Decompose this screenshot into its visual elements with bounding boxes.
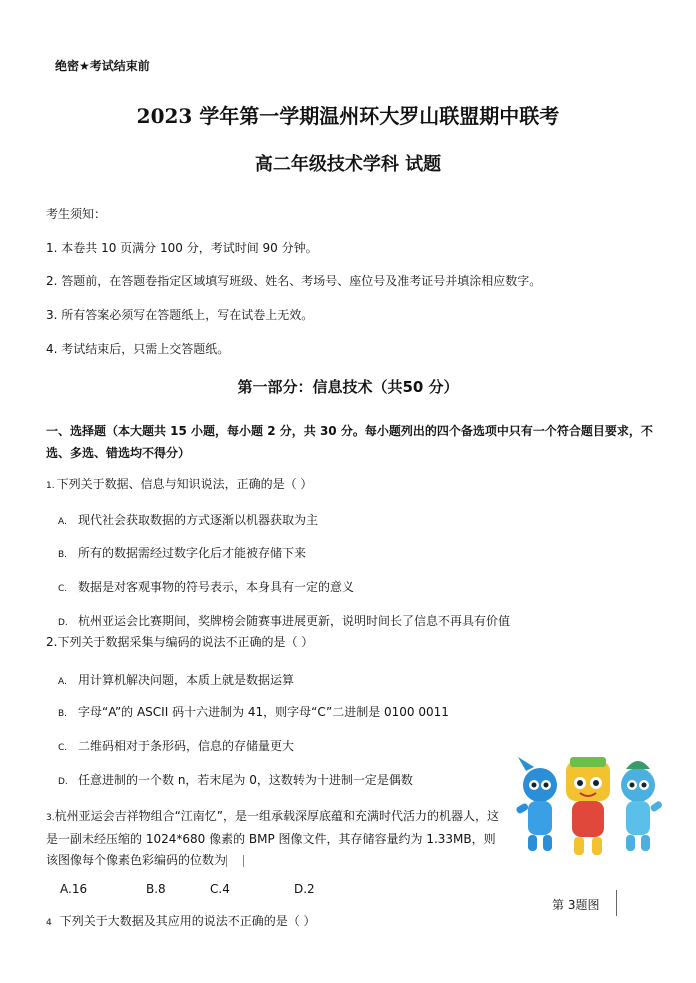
notice-item: 4. 考试结束后，只需上交答题纸。 (46, 342, 230, 356)
option-3a: A.16 (60, 882, 88, 896)
option-text: 二维码相对于条形码，信息的存储量更大 (78, 739, 295, 753)
option-letter: B. (58, 709, 68, 719)
option-text: 字母“A”的 ASCII 码十六进制为 41，则字母“C”二进制是 0100 0011 (78, 705, 449, 719)
option-1a (58, 511, 318, 528)
mascot-figure (508, 755, 668, 870)
question-3 (46, 806, 501, 871)
option-letter: B. (58, 550, 68, 560)
question-stem: 下列关于大数据及其应用的说法不正确的是（ ） (59, 914, 316, 928)
confidential-label: 绝密★考试结束前 (55, 59, 150, 73)
question-number: 3. (46, 813, 55, 823)
question-3-options (60, 882, 315, 896)
option-1d (58, 612, 510, 629)
question-number: 4 (46, 918, 52, 928)
option-letter: C. (58, 584, 68, 594)
answer-bracket (226, 855, 244, 867)
option-1c (58, 578, 354, 595)
figure-caption: 第 3题图 (552, 898, 600, 912)
option-3d: D.2 (294, 882, 315, 896)
notice-item: 3. 所有答案必须写在答题纸上，写在试卷上无效。 (46, 308, 314, 322)
notice-item: 1. 本卷共 10 页满分 100 分，考试时间 90 分钟。 (46, 241, 318, 255)
question-1 (46, 475, 312, 492)
question-stem: 下列关于数据、信息与知识说法，正确的是（ ） (56, 477, 313, 491)
option-3c: C.4 (210, 882, 230, 896)
question-stem: 杭州亚运会吉祥物组合“江南忆”，是一组承载深厚底蕴和充满时代活力的机器人，这是一副未经压缩的 1024*680 像素的 BMP 图像文件，其存储容量约为 1.33MB，则该图像每个像素色彩编码的位数为 (46, 809, 500, 867)
mascot-right-robot (621, 761, 663, 851)
question-2 (46, 633, 313, 650)
option-text: 所有的数据需经过数字化后才能被存储下来 (78, 546, 307, 560)
option-1b (58, 544, 306, 561)
option-text: 用计算机解决问题，本质上就是数据运算 (78, 673, 295, 687)
mascot-middle-robot (566, 757, 610, 855)
question-number: 2. (46, 635, 58, 649)
question-stem: 下列关于数据采集与编码的说法不正确的是（ ） (57, 635, 314, 649)
option-2a (58, 671, 294, 688)
exam-subtitle: 高二年级技术学科 试题 (254, 154, 442, 175)
mascot-left-robot (515, 757, 557, 851)
option-letter: A. (58, 517, 67, 527)
part-title: 第一部分：信息技术（共50 分） (237, 378, 459, 396)
option-letter: D. (58, 618, 68, 628)
question-number: 1. (46, 481, 55, 491)
section-instructions: 一、选择题（本大题共 15 小题，每小题 2 分，共 30 分。每小题列出的四个备选项中只有一个符合题目要求，不选、多选、错选均不得分） (46, 424, 653, 460)
exam-title: 2023 学年第一学期温州环大罗山联盟期中联考 (136, 104, 560, 128)
option-2b (58, 703, 449, 720)
option-text: 任意进制的一个数 n，若末尾为 0，这数转为十进制一定是偶数 (78, 773, 413, 787)
option-letter: A. (58, 677, 67, 687)
option-letter: D. (58, 777, 68, 787)
divider (616, 890, 617, 916)
notice-heading: 考生须知： (46, 207, 107, 221)
option-2d (58, 771, 413, 788)
option-letter: C. (58, 743, 68, 753)
option-text: 数据是对客观事物的符号表示，本身具有一定的意义 (78, 580, 355, 594)
question-4 (46, 912, 316, 929)
option-3b: B.8 (146, 882, 166, 896)
option-2c (58, 737, 294, 754)
notice-item: 2. 答题前，在答题卷指定区域填写班级、姓名、考场号、座位号及准考证号并填涂相应数字。 (46, 274, 542, 288)
option-text: 现代社会获取数据的方式逐渐以机器获取为主 (78, 513, 319, 527)
option-text: 杭州亚运会比赛期间，奖牌榜会随赛事进展更新，说明时间长了信息不再具有价值 (78, 614, 511, 628)
